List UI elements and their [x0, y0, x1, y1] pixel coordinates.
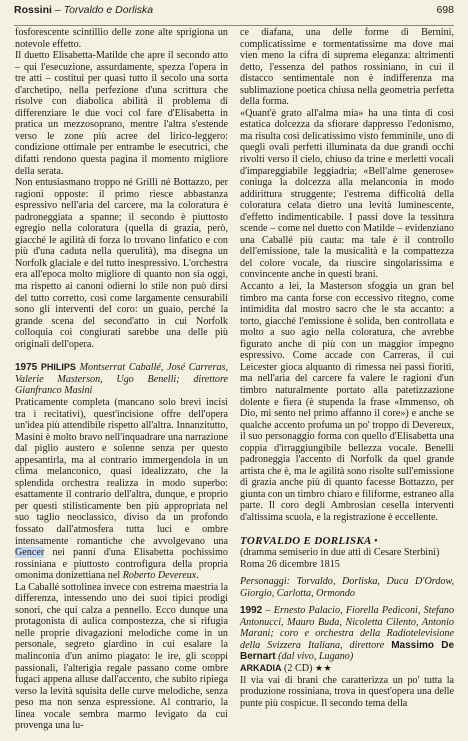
recording-entry-1992 — [240, 605, 454, 663]
left-paragraph-2: Il duetto Elisabetta-Matilde che apre il secondo atto – qui l'esecuzione, assurdamente, spezza l'opera in tre atti – costituì per quasi tutto il secolo una sorta d'archetipo, nella perfezione d'una scrittura che risolve con diabolica abilità il problema di differenziare le due voci col fare d'Elisabetta in pratica un mezzosoprano, mentre l'altra s'estende verso le zone più acree del lirico-leggero: condizione ottimale per entrambe le esecutrici, che difatti rendono questa pagina il momento migliore della serata. — [15, 50, 228, 177]
spacer — [15, 350, 228, 362]
opera-reference: Roberto Devereux — [122, 570, 197, 582]
left-paragraph-1: fosforescente scintillio delle zone alte sprigiona un notevole effetto. — [15, 27, 228, 50]
rating-stars: ★★ — [314, 662, 333, 673]
opera-title: TORVALDO E DORLISKA — [240, 534, 372, 547]
opera-premiere: Roma 26 dicembre 1815 — [240, 558, 340, 570]
characters-list: Torvaldo, Dorliska, Duca D'Ordow, Giorgio, Carlotta, Ormondo — [240, 576, 455, 599]
running-head-separator: – — [51, 4, 64, 16]
left-paragraph-5: La Caballé sottolinea invece con estrema maestria la differenza, intessendo uno dei suoi tipici prodigi sonori, che qui calza a pennello. Ecco dunque una protagonista di aulica compostezza, che si rifugia nelle proprie divagazioni melodiche come in un personale, segreto giardino in cui esalare la malinconia d'un animo piagato: le ire, gli scoppi passionali, l'alterigia regale passano come ombre fugaci appena alluse dall'accento, che subito ripiega verso la levità squisita delle curve melodiche, senza peso ma non senza espressione. Al contrario, la linea vocale sembra marmo levigato da cui provenga una lu- — [15, 581, 228, 732]
right-paragraph-4: Il via vai di brani che caratterizza un po' tutta la produzione rossiniana, trova in quest'opera una delle punte più cospicue. Il secondo tema della — [240, 674, 454, 709]
right-column — [240, 27, 454, 735]
left-paragraph-4 — [15, 397, 228, 582]
record-format: (2 CD) — [284, 662, 313, 674]
recording-year: 1975 — [15, 362, 38, 374]
recording-cast: Montserrat Caballé, José Carreras, Valerie Masterson, Ugo Benelli; direttore Gianfranco Masini — [15, 362, 229, 397]
characters-line — [240, 576, 454, 599]
left-paragraph-4-cont: nei panni d'una Elisabetta pochissimo rossiniana e piuttosto controfigura della propria omonima donizettiana nel — [15, 547, 228, 582]
right-paragraph-3: Accanto a lei, la Masterson sfoggia un gran bel timbro ma canta forse con eccessivo ritegno, come intimidita dal mostro sacro che le sta accanto: a torto, giacché l'emissione è solida, ben controllata e molto a suo agio nella coloratura, che avrebbe figurato anche di più con un maggior impegno espressivo. Come accade con Carreras, il cui Leicester gioca alquanto di rimessa nei passi fioriti, ma nell'aria del carcere fa valere le ragioni d'un timbro naturalmente portato alla patetizzazione dolente e fiera (è stupenda la frase «Immenso, oh Dio, mi sento nel primo affanno il core») e anche se qualche accento profuma un po' troppo di Devereux, il suo personaggio forma con quello d'Elisabetta una coppia d'irraggiungibile bellezza vocale. Benelli padroneggia l'accento di Norfolk da quel grande artista che è, ma le agilità sono risolte sull'emissione di grazia anche più di quanto facesse Bottazzo, per giunta con un timbro chiaro e filiforme, estraneo alla parte. Il coro degli Ambrosian cesella interventi d'altissima scuola, e la registrazione è eccellente. — [240, 281, 454, 523]
opera-heading — [240, 536, 454, 548]
left-paragraph-3: Non entusiasmano troppo né Grilli né Bottazzo, per ragioni opposte: il primo riesce abbastanza espressivo nell'aria del carcere, ma la coloratura è padroneggiata a spanne; il secondo è piuttosto egregio nella coloratura (quella di grazia, però, giacché le agilità di forza lo trovano linfatico e con più d'una caduta nella querulità), ma disegna un Norfolk glaciale e del tutto inespressivo. L'orchestra era all'epoca molto migliore di quanto non sia oggi, ma rispetto ai canoni odierni lo stile non può dirsi del tutto corretto, così come largamente censurabili sono gli interventi del coro: un guaio, perché la grande scena del second'atto in cui Norfolk colloquia coi congiurati sarebbe una delle più originali dell'opera. — [15, 177, 228, 350]
recording-entry-1975 — [15, 362, 228, 397]
running-head — [14, 4, 153, 16]
right-paragraph-1: ce diafana, una delle forme di Bernini, complicatissime e tormentatissime ma dove mai vien meno la cifra di suprema eleganza: altrimenti detto, l'essenza del pathos rossiniano, in cui il distacco sentimentale non è indifferenza ma sublimazione poetica chiusa nella geometria perfetta della forma. — [240, 27, 454, 108]
opera-mark: • — [374, 535, 378, 547]
record-label: PHILIPS — [40, 362, 76, 373]
characters-label: Personaggi: — [240, 576, 291, 588]
recording-conductor: Massimo De Bernart — [240, 639, 455, 663]
recording-label-line — [240, 663, 454, 675]
running-head-title: Torvaldo e Dorliska — [63, 4, 154, 16]
page-header — [14, 4, 454, 26]
recording-live-note: (dal vivo, Lugano) — [278, 651, 354, 663]
right-paragraph-2: «Quant'è grato all'alma mia» ha una tinta di così estatica dolcezza da sfiorare dappresso l'edonismo, ma risulta così delicatissimo visto femminile, uno di quegli ovali perfetti illuminata da due grandi occhi rivolti verso il cielo, chiuso da trine e merletti vocali d'impareggiabile leggiadria; «Bell'alme generose» coniuga la dolcezza alla melanconia in modo addirittura struggente; l'estrema difficoltà della coloratura celata dietro una levità luminescente, d'effetto indimenticabile. I passi dove la tessitura scende – come nel duetto con Matilde – evidenziano una Caballé più cauta: ma tale è il controllo dell'emissione, tale la musicalità e la compattezza del colore vocale, da riuscire singolarissima e convincente anche in questi brani. — [240, 107, 454, 281]
recording-year: 1992 — [240, 605, 263, 617]
recording-cast: – Ernesto Palacio, Fiorella Pediconi, Stefano Antonucci, Mauro Buda, Nicoletta Cilento, Antonio Marani; coro e orchestra della Radiotelevisione della Svizzera Italiana, direttore — [240, 605, 455, 651]
highlighted-word: Gencer — [15, 547, 45, 559]
left-paragraph-4-text: Praticamente completa (mancano solo brevi incisi tra i recitativi), quest'incisione offre dell'opera un'idea più attendibile rispetto all'altra. Innanzitutto, Masini è molto bravo nell'inquadrare una narrazione dal piglio austero e solenne senza per questo appesantirla, ma al contrario immergendola in un clima melanconico, quasi idealizzato, che la splendida orchestra realizza in modo superbo: esattamente il contrario dell'altra, dunque, e proprio per questi stilisticamente ben più appropriata nel suo taglio neoclassico, diviso da un profondo fossato dall'atmosfera tutta luci e ombre intensamente romantiche che avvolgevano una — [15, 396, 228, 547]
left-paragraph-4-end: . — [196, 570, 199, 582]
page-number: 698 — [436, 4, 454, 16]
left-column — [15, 27, 228, 735]
running-head-composer: Rossini — [14, 4, 52, 16]
record-label: ARKADIA — [240, 662, 282, 673]
opera-description: (dramma semiserio in due atti di Cesare Sterbini) — [240, 547, 440, 559]
